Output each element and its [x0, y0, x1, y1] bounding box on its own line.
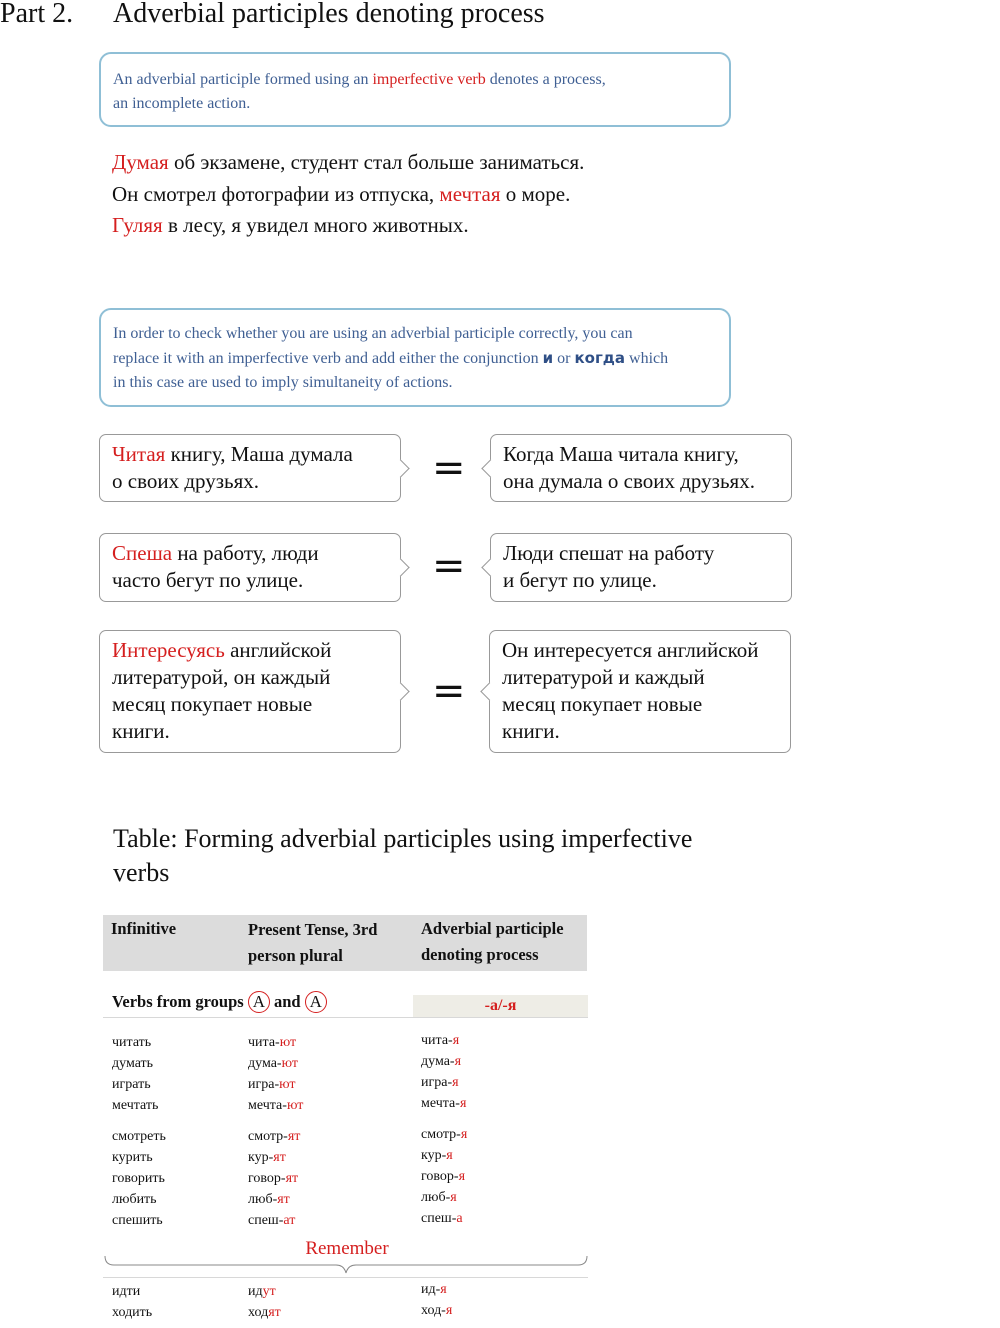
rule-box-check: [99, 308, 731, 407]
example-sentence-1: Думая об экзамене, студент стал больше заниматься.: [112, 150, 585, 174]
participle-cell: ид-я: [421, 1282, 447, 1297]
present-tense-cell: мечта-ют: [248, 1098, 304, 1113]
suffix-cell: -а/-я: [413, 995, 588, 1017]
table-title: Table: Forming adverbial participles using imperfective verbs: [113, 824, 693, 887]
infinitive-cell: играть: [112, 1077, 151, 1092]
rule-line-2: an incomplete action.: [113, 95, 251, 112]
present-tense-cell: дума-ют: [248, 1056, 298, 1071]
infinitive-cell: спешить: [112, 1213, 163, 1228]
present-tense-cell: идут: [248, 1284, 276, 1299]
participle-cell: игра-я: [421, 1075, 459, 1090]
present-tense-cell: ходят: [248, 1305, 281, 1320]
group-divider: [103, 1017, 588, 1018]
part-label: Part 2.: [0, 0, 74, 29]
present-tense-cell: люб-ят: [248, 1192, 290, 1207]
participle-cell: дума-я: [421, 1054, 462, 1069]
example-sentence-3: Гуляя в лесу, я увидел много животных.: [112, 213, 469, 237]
group-a-circle-1: A: [248, 991, 270, 1013]
participle-cell: спеш-а: [421, 1211, 463, 1226]
participle-cell: чита-я: [421, 1033, 460, 1048]
present-tense-cell: спеш-ат: [248, 1213, 296, 1228]
present-tense-cell: чита-ют: [248, 1035, 297, 1050]
equivalent-card-3: Он интересуется английской литературой и каждый месяц покупает новые книги.: [489, 630, 791, 753]
participle-cell: люб-я: [421, 1190, 457, 1205]
participle-cell: смотр-я: [421, 1127, 468, 1142]
imperfective-verb-highlight: imperfective verb: [372, 71, 486, 88]
present-tense-cell: игра-ют: [248, 1077, 296, 1092]
present-tense-cell: кур-ят: [248, 1150, 286, 1165]
participle-cell: кур-я: [421, 1148, 453, 1163]
remember-brace: [104, 1255, 590, 1277]
conjunction-i: и: [542, 349, 554, 367]
participle-cell: мечта-я: [421, 1096, 467, 1111]
participle-card-2: Спеша на работу, люди часто бегут по улице.: [99, 533, 401, 602]
check-line-1: In order to check whether you are using an adverbial participle correctly, you can: [113, 325, 633, 342]
rule-box-definition: [99, 52, 731, 127]
equals-sign-1: =: [432, 445, 466, 491]
participle-card-1: Читая книгу, Маша думала о своих друзьях.: [99, 434, 401, 502]
present-tense-cell: смотр-ят: [248, 1129, 301, 1144]
check-line-3: in this case are used to imply simultaneity of actions.: [113, 374, 453, 391]
group-a-circle-2: A: [305, 991, 327, 1013]
equivalent-card-2: Люди спешат на работу и бегут по улице.: [490, 533, 792, 602]
header-present-tense: Present Tense, 3rd person plural: [248, 920, 378, 965]
present-tense-cell: говор-ят: [248, 1171, 299, 1186]
example-sentence-2: Он смотрел фотографии из отпуска, мечтая о море.: [112, 182, 571, 206]
check-line-2: replace it with an imperfective verb and add either the conjunction и or когда which: [113, 349, 669, 367]
participle-cell: ход-я: [421, 1303, 453, 1318]
equals-sign-2: =: [432, 543, 466, 589]
infinitive-cell: ходить: [112, 1305, 153, 1320]
equivalent-card-1: Когда Маша читала книгу, она думала о своих друзьях.: [490, 434, 792, 502]
header-infinitive: Infinitive: [111, 919, 177, 938]
remember-divider: [103, 1277, 588, 1278]
infinitive-cell: думать: [112, 1056, 154, 1071]
infinitive-cell: любить: [112, 1192, 157, 1207]
infinitive-cell: идти: [112, 1284, 141, 1299]
participle-cell: говор-я: [421, 1169, 466, 1184]
infinitive-cell: читать: [112, 1035, 152, 1050]
equals-sign-3: =: [432, 668, 466, 714]
group-label: Verbs from groups A and A: [112, 992, 327, 1013]
participle-card-3: Интересуясь английской литературой, он каждый месяц покупает новые книги.: [99, 630, 401, 753]
remember-label: Remember: [305, 1238, 389, 1259]
infinitive-cell: курить: [112, 1150, 153, 1165]
page-title: Adverbial participles denoting process: [113, 0, 545, 29]
rule-line-1: An adverbial participle formed using an imperfective verb denotes a process,: [113, 71, 606, 88]
header-adverbial-participle: Adverbial participle denoting process: [421, 919, 564, 964]
infinitive-cell: мечтать: [112, 1098, 159, 1113]
infinitive-cell: говорить: [112, 1171, 165, 1186]
conjunction-kogda: когда: [574, 349, 626, 367]
infinitive-cell: смотреть: [112, 1129, 166, 1144]
